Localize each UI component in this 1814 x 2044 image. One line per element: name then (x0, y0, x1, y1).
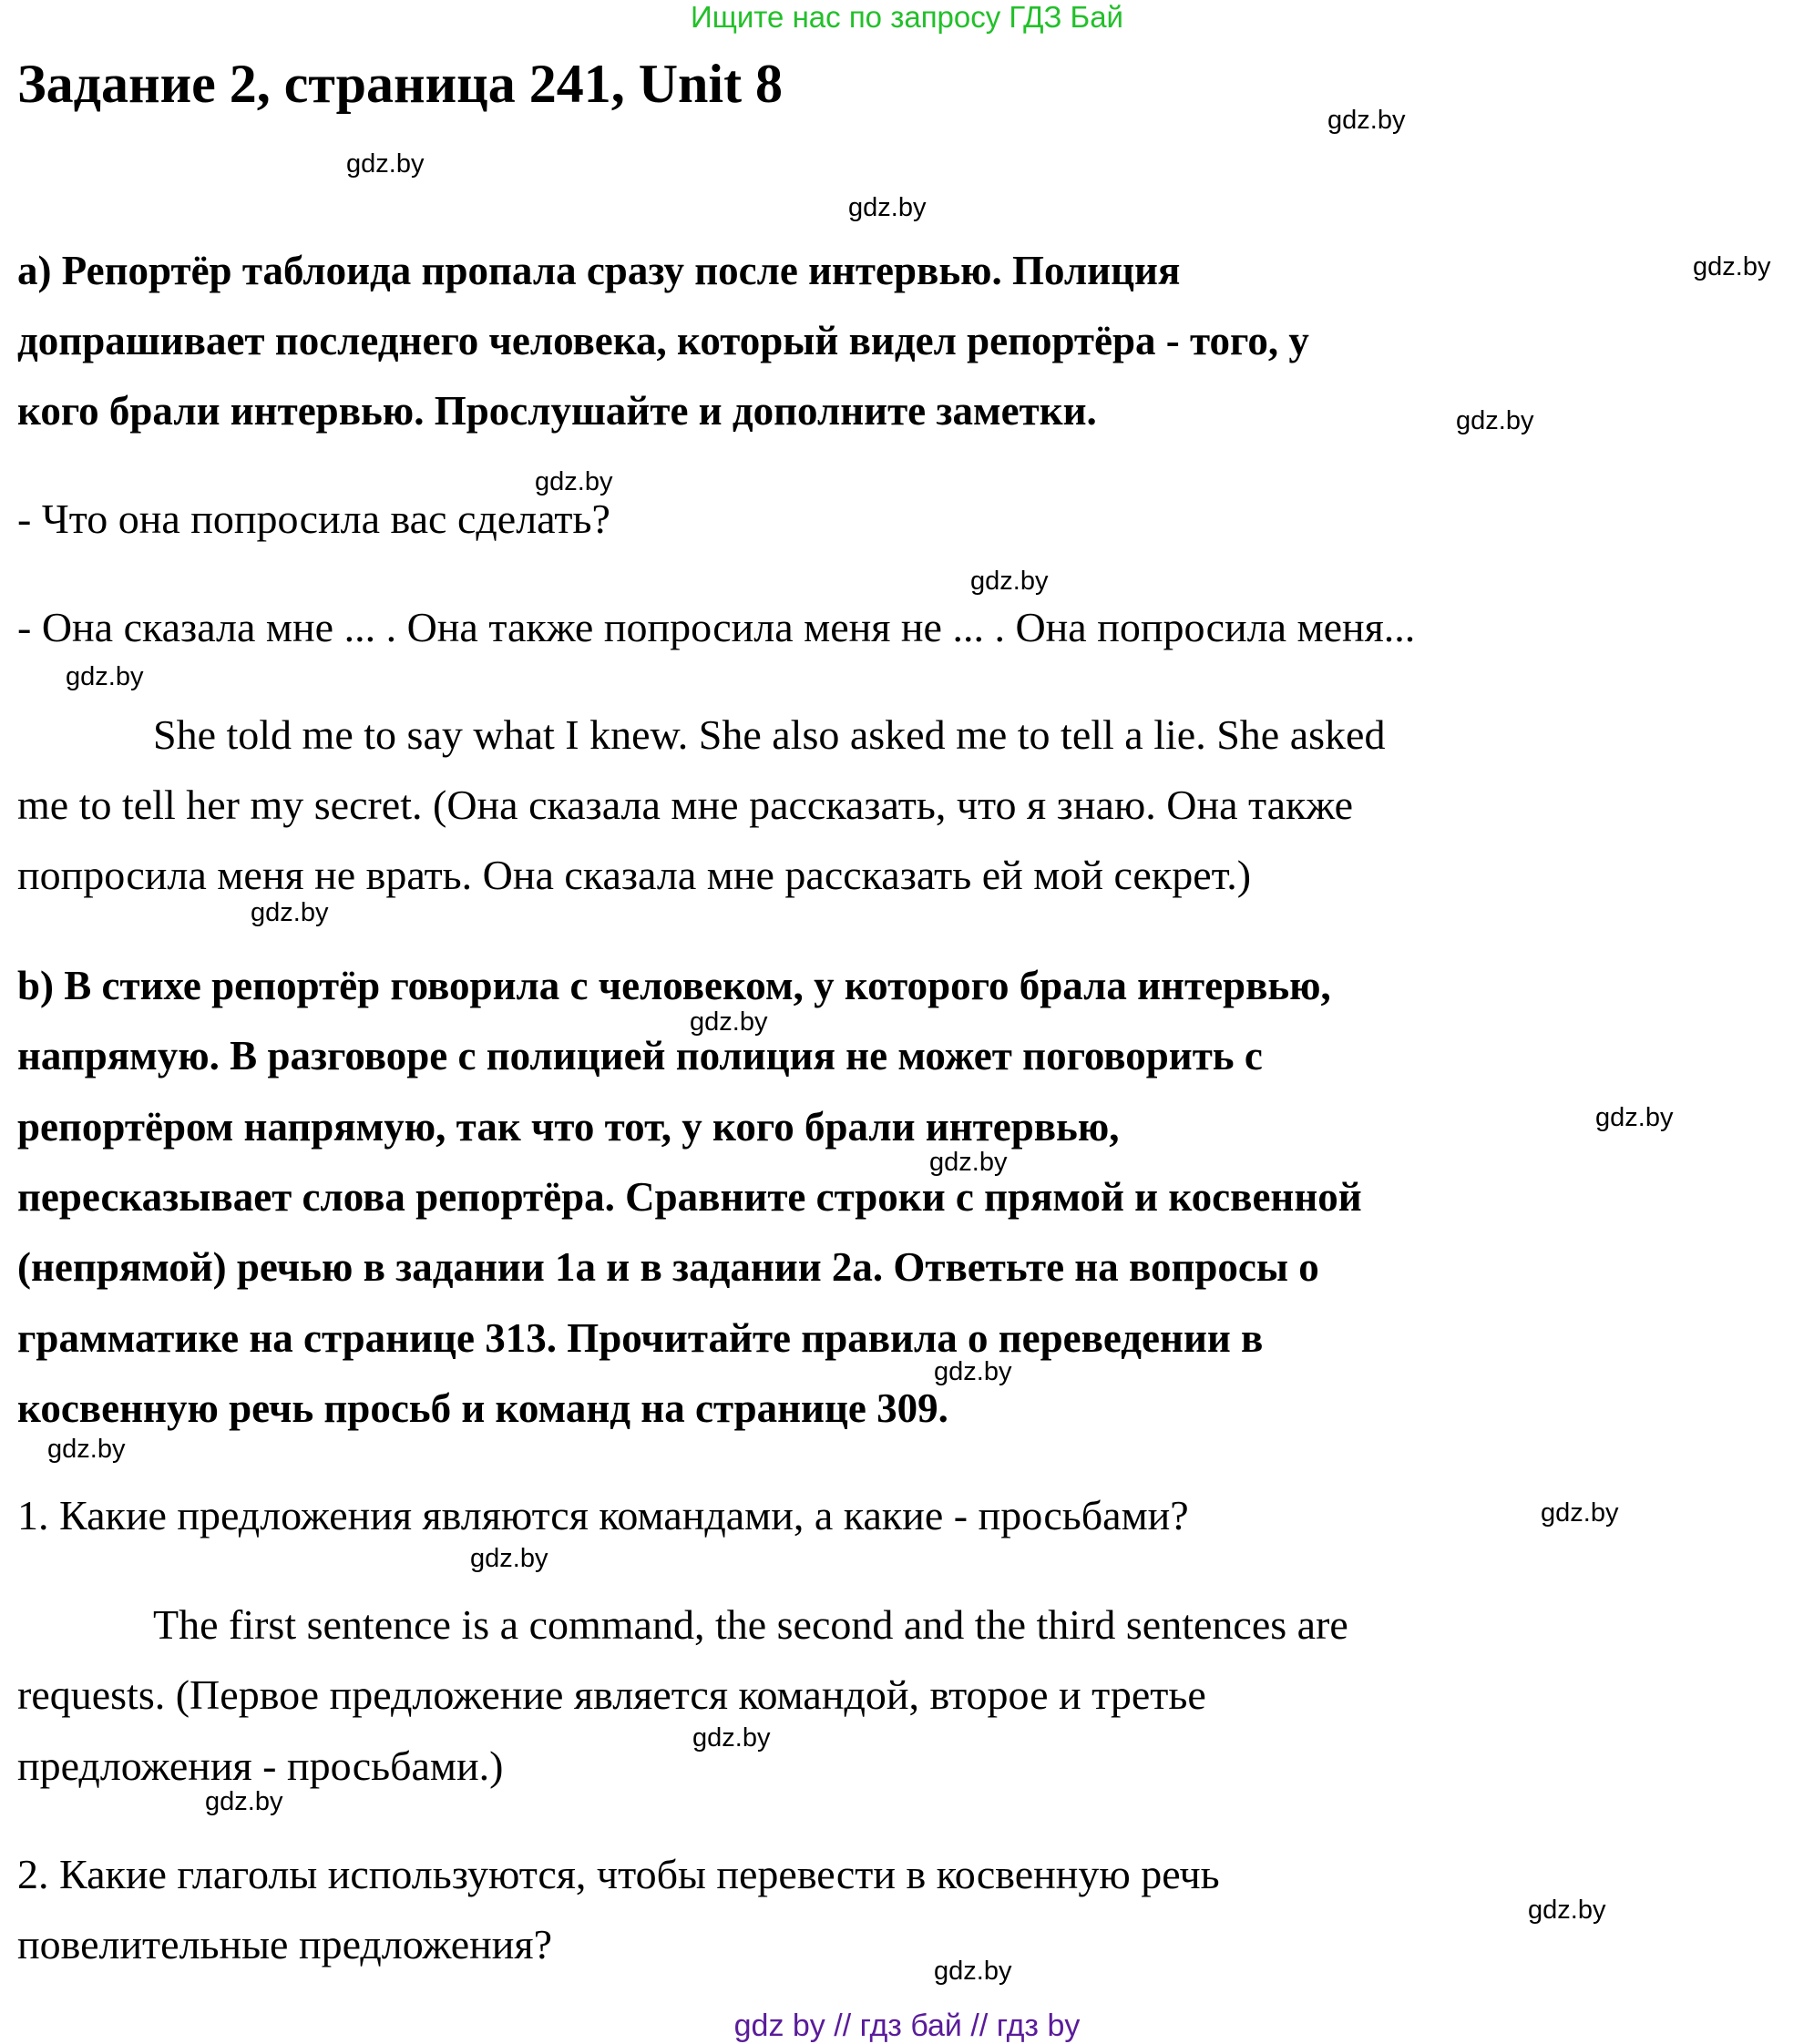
watermark: gdz.by (929, 1148, 1008, 1177)
watermark: gdz.by (1595, 1103, 1674, 1132)
answer-line: предложения - просьбами.) (17, 1743, 504, 1789)
question-line: 2. Какие глаголы используются, чтобы перевести в косвенную речь (17, 1851, 1220, 1897)
question-1: 1. Какие предложения являются командами, а какие - просьбами? (17, 1492, 1189, 1538)
search-banner[interactable]: Ищите нас по запросу ГДЗ Бай (691, 0, 1123, 34)
watermark: gdz.by (690, 1007, 768, 1037)
watermark: gdz.by (1528, 1896, 1606, 1925)
question-line: повелительные предложения? (17, 1921, 552, 1967)
task-b-line: напрямую. В разговоре с полицией полиция не может поговорить с (17, 1033, 1263, 1078)
watermark: gdz.by (934, 1957, 1012, 1986)
watermark: gdz.by (692, 1723, 771, 1753)
task-b-line: косвенную речь просьб и команд на странице 309. (17, 1385, 948, 1431)
task-b-line: b) В стихе репортёр говорила с человеком, у которого брала интервью, (17, 963, 1331, 1008)
task-b-line: пересказывает слова репортёра. Сравните строки с прямой и косвенной (17, 1174, 1362, 1220)
watermark: gdz.by (1456, 406, 1534, 435)
watermark: gdz.by (1541, 1498, 1619, 1528)
answer-line: requests. (Первое предложение является командой, второе и третье (17, 1671, 1206, 1718)
watermark: gdz.by (535, 467, 613, 496)
watermark: gdz.by (205, 1787, 283, 1816)
watermark: gdz.by (470, 1544, 548, 1573)
task-b-line: репортёром напрямую, так что тот, у кого брали интервью, (17, 1104, 1120, 1150)
watermark: gdz.by (66, 662, 144, 691)
watermark: gdz.by (848, 193, 927, 222)
answer-line: me to tell her my secret. (Она сказала мне рассказать, что я знаю. Она также (17, 782, 1354, 828)
watermark: gdz.by (934, 1357, 1012, 1386)
task-b-line: (непрямой) речью в задании 1a и в задании 2a. Ответьте на вопросы о (17, 1244, 1319, 1290)
watermark: gdz.by (346, 149, 425, 179)
dialog-line: - Она сказала мне ... . Она также попросила меня не ... . Она попросила меня... (17, 604, 1416, 650)
footer-links[interactable]: gdz by // гдз бай // гдз by (733, 2008, 1081, 2043)
watermark: gdz.by (970, 567, 1049, 596)
task-a-line: a) Репортёр таблоида пропала сразу после интервью. Полиция (17, 248, 1181, 293)
answer-line: The first sentence is a command, the second and the third sentences are (153, 1601, 1348, 1648)
watermark: gdz.by (251, 898, 329, 927)
task-a-line: допрашивает последнего человека, который видел репортёра - того, у (17, 318, 1309, 363)
watermark: gdz.by (47, 1435, 126, 1464)
answer-line: попросила меня не врать. Она сказала мне рассказать ей мой секрет.) (17, 852, 1252, 898)
task-b-line: грамматике на странице 313. Прочитайте правила о переведении в (17, 1315, 1264, 1361)
watermark: gdz.by (1693, 252, 1771, 281)
watermark: gdz.by (1327, 106, 1406, 135)
answer-line: She told me to say what I knew. She also asked me to tell a lie. She asked (153, 711, 1386, 758)
page-title: Задание 2, страница 241, Unit 8 (17, 54, 784, 114)
dialog-line: - Что она попросила вас сделать? (17, 496, 610, 542)
task-a-line: кого брали интервью. Прослушайте и дополните заметки. (17, 388, 1097, 434)
